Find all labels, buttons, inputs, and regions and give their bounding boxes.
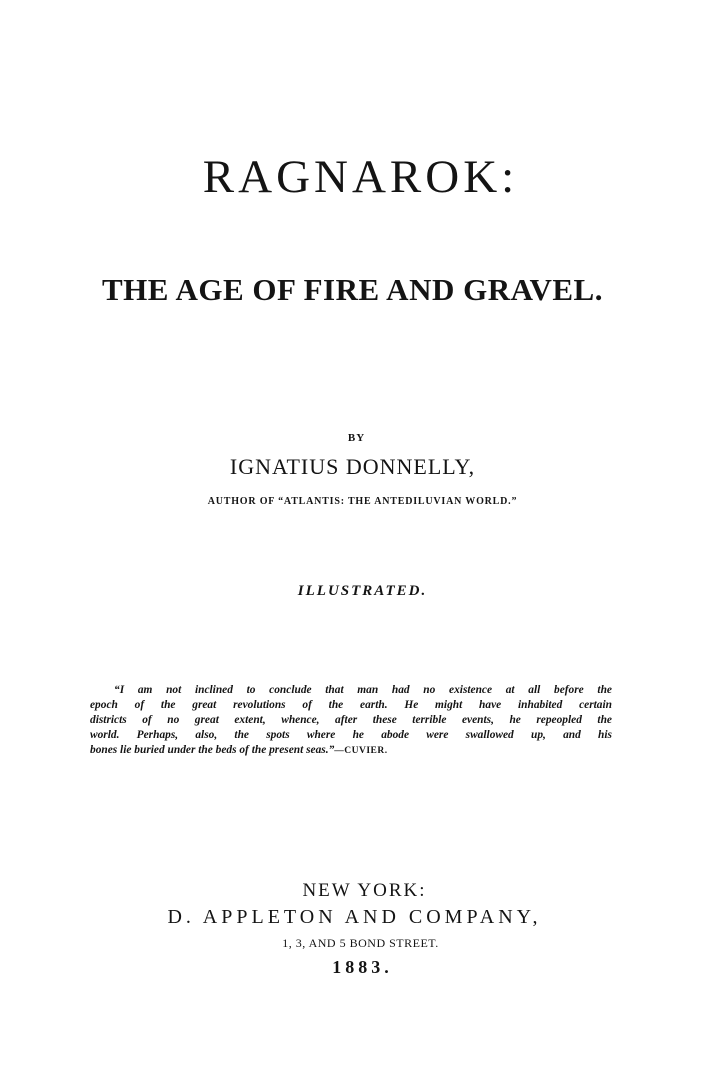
- imprint-address: 1, 3, AND 5 BOND STREET.: [282, 936, 439, 950]
- epigraph-attribution: —CUVIER.: [334, 746, 388, 756]
- epigraph-line: bones lie buried under the beds of the present seas.”: [90, 744, 335, 756]
- epigraph-line: “I am not inclined to conclude that man had no existence at all before the: [114, 684, 612, 696]
- epigraph-line: epoch of the great revolutions of the earth. He might have inhabited certain: [90, 699, 612, 711]
- author-name: IGNATIUS DONNELLY,: [229, 454, 476, 479]
- author-credit: AUTHOR OF “ATLANTIS: THE ANTEDILUVIAN WORLD.”: [207, 496, 518, 507]
- book-title: RAGNAROK:: [202, 151, 519, 203]
- book-subtitle: THE AGE OF FIRE AND GRAVEL.: [102, 272, 603, 307]
- imprint-publisher: D. APPLETON AND COMPANY,: [167, 906, 542, 928]
- epigraph-last-line: [90, 743, 612, 759]
- imprint-place: NEW YORK:: [302, 880, 427, 901]
- byline-prefix: BY: [347, 432, 366, 444]
- illustrated-note: ILLUSTRATED.: [297, 583, 428, 599]
- epigraph-quote: [90, 683, 612, 759]
- imprint-year: 1883.: [332, 957, 393, 977]
- epigraph-line: world. Perhaps, also, the spots where he abode were swallowed up, and his: [90, 729, 612, 741]
- epigraph-line: districts of no great extent, whence, after these terrible events, he repeopled the: [90, 714, 612, 726]
